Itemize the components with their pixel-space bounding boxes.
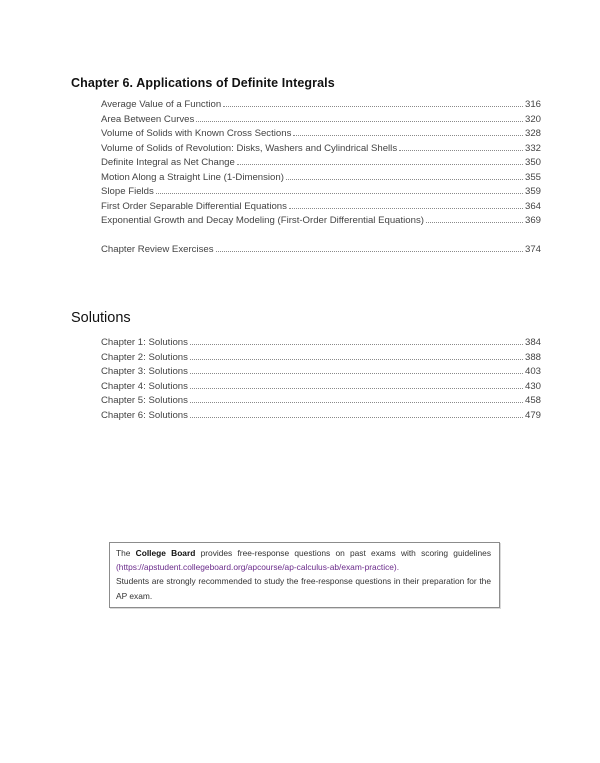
dot-leader — [156, 192, 523, 194]
toc-entry[interactable] — [101, 127, 541, 142]
toc-entry-page: 384 — [524, 337, 541, 348]
toc-entry-label: Exponential Growth and Decay Modeling (First-Order Differential Equations) — [101, 215, 424, 226]
note-paragraph — [116, 546, 491, 574]
toc-entry-page: 388 — [524, 351, 541, 363]
dot-leader — [237, 163, 523, 165]
toc-entry-label: Volume of Solids with Known Cross Sections — [101, 128, 292, 139]
solutions-heading: Solutions — [71, 310, 131, 326]
toc-entry-label: Chapter 5: Solutions — [101, 395, 188, 406]
chapter-review-toc-list — [101, 243, 541, 258]
toc-entry-label: Slope Fields — [101, 186, 154, 197]
dot-leader — [196, 120, 523, 122]
toc-entry-page: 320 — [524, 113, 541, 125]
toc-entry-page: 316 — [524, 99, 541, 110]
dot-leader — [190, 416, 523, 418]
toc-entry-page: 359 — [524, 186, 541, 197]
toc-entry-page: 350 — [524, 157, 541, 168]
toc-entry-page: 479 — [524, 409, 541, 421]
toc-entry[interactable] — [101, 409, 541, 424]
note-intro: The — [116, 548, 136, 558]
toc-entry-page: 332 — [524, 142, 541, 154]
toc-entry-label: Area Between Curves — [101, 113, 195, 125]
toc-entry-label: Definite Integral as Net Change — [101, 157, 235, 168]
toc-entry[interactable] — [101, 365, 541, 380]
toc-entry[interactable] — [101, 200, 541, 215]
toc-entry-label: Volume of Solids of Revolution: Disks, Washers and Cylindrical Shells — [101, 142, 398, 154]
toc-entry[interactable] — [101, 380, 541, 395]
toc-entry[interactable] — [101, 336, 541, 351]
toc-entry-page: 458 — [524, 395, 541, 406]
toc-entry[interactable] — [101, 214, 541, 229]
toc-entry-label: Chapter 4: Solutions — [101, 380, 188, 392]
toc-entry[interactable] — [101, 394, 541, 409]
note-recommendation: Students are strongly recommended to study the free-response questions in their preparation for the AP exam. — [116, 576, 491, 601]
dot-leader — [289, 207, 523, 209]
toc-entry-label: Chapter 2: Solutions — [101, 351, 188, 363]
toc-entry[interactable] — [101, 185, 541, 200]
dot-leader — [399, 149, 523, 151]
toc-entry-page: 374 — [524, 244, 541, 255]
solutions-toc-list — [101, 336, 541, 423]
toc-entry-label: Chapter Review Exercises — [101, 244, 214, 255]
dot-leader — [293, 134, 523, 136]
dot-leader — [216, 250, 523, 252]
college-board-note-box — [109, 542, 500, 608]
dot-leader — [190, 358, 523, 360]
toc-entry-page: 403 — [524, 366, 541, 377]
toc-entry-page: 430 — [524, 380, 541, 392]
toc-entry-label: Chapter 3: Solutions — [101, 366, 188, 377]
toc-entry[interactable] — [101, 98, 541, 113]
chapter-6-toc-list — [101, 98, 541, 229]
toc-entry-page: 328 — [524, 128, 541, 139]
toc-entry[interactable] — [101, 113, 541, 128]
toc-entry-page: 364 — [524, 200, 541, 212]
toc-entry[interactable] — [101, 351, 541, 366]
toc-entry-label: Chapter 1: Solutions — [101, 337, 188, 348]
chapter-6-heading: Chapter 6. Applications of Definite Integrals — [71, 76, 335, 90]
toc-entry-label: Average Value of a Function — [101, 99, 222, 110]
dot-leader — [190, 387, 523, 389]
toc-entry[interactable] — [101, 171, 541, 186]
toc-entry-page: 369 — [524, 215, 541, 226]
toc-entry-label: Motion Along a Straight Line (1-Dimension) — [101, 171, 284, 183]
dot-leader — [190, 343, 523, 345]
toc-entry[interactable] — [101, 156, 541, 171]
college-board-name: College Board — [135, 548, 196, 558]
dot-leader — [190, 372, 523, 374]
exam-practice-link[interactable]: (https://apstudent.collegeboard.org/apcourse/ap-calculus-ab/exam-practice). — [116, 562, 400, 573]
dot-leader — [190, 401, 523, 403]
dot-leader — [286, 178, 523, 180]
toc-entry-page: 355 — [524, 171, 541, 183]
toc-entry[interactable] — [101, 142, 541, 157]
toc-entry-label: Chapter 6: Solutions — [101, 409, 188, 421]
toc-entry-label: First Order Separable Differential Equations — [101, 200, 287, 212]
dot-leader — [426, 221, 523, 223]
dot-leader — [223, 105, 523, 107]
note-middle-text: provides free-response questions on past exams with scoring guidelines — [195, 548, 492, 558]
toc-entry-chapter-review[interactable] — [101, 243, 541, 258]
